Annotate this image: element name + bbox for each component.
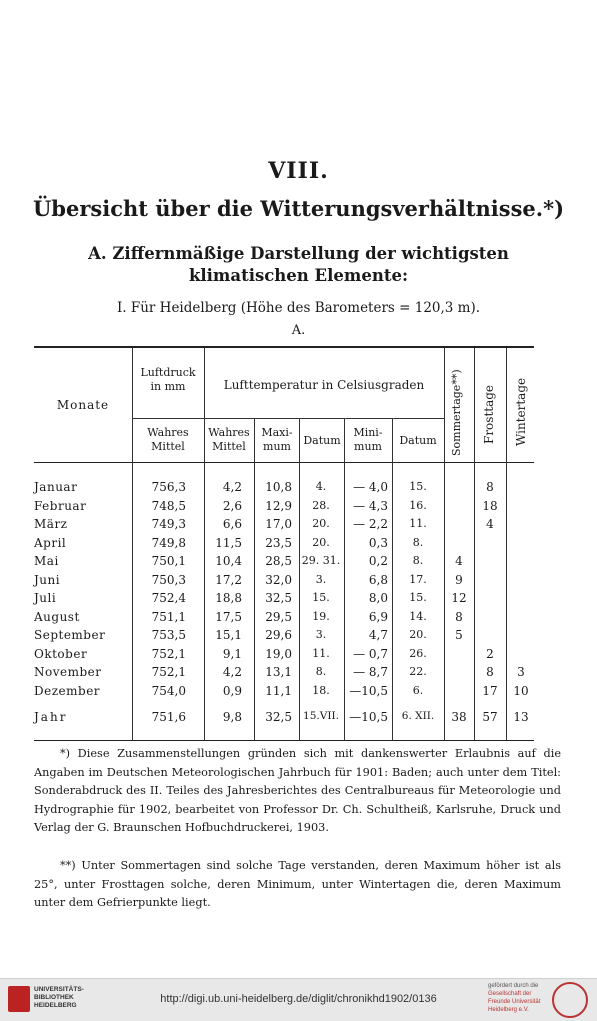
max-date-cell: 4. xyxy=(315,480,327,493)
total-month-cell: Jahr xyxy=(34,710,68,724)
frost-days-cell: 8 xyxy=(486,665,494,679)
mean-temp-cell: 4,2 xyxy=(222,665,242,679)
mean-temp-cell: 17,5 xyxy=(215,609,242,624)
min-temp-cell: — 0,7 xyxy=(353,646,388,661)
max-temp-cell: 29,6 xyxy=(265,628,292,642)
header-luftdruck: Luftdruck in mm xyxy=(140,366,196,393)
month-cell: Oktober xyxy=(34,646,88,661)
min-date-cell: 15. xyxy=(409,591,427,604)
col-divider xyxy=(444,348,445,740)
summer-days-cell: 9 xyxy=(455,572,463,587)
month-cell: August xyxy=(34,609,80,624)
min-temp-cell: —10,5 xyxy=(349,683,388,698)
summer-days-cell: 12 xyxy=(451,591,467,605)
header-sommertage: Sommertage**) xyxy=(450,369,463,456)
min-date-cell: 20. xyxy=(409,628,427,641)
header-bottom-rule xyxy=(34,462,534,463)
pressure-cell: 750,1 xyxy=(151,554,186,568)
summer-days-cell: 8 xyxy=(455,609,463,624)
max-temp-cell: 12,9 xyxy=(265,498,292,513)
mean-temp-cell: 9,1 xyxy=(222,646,242,661)
mean-temp-cell: 11,5 xyxy=(215,535,242,550)
max-temp-cell: 17,0 xyxy=(265,517,292,531)
frost-days-cell: 18 xyxy=(482,498,498,513)
max-date-cell: 20. xyxy=(312,517,330,530)
max-date-cell: 3. xyxy=(315,572,327,586)
summer-days-cell: 5 xyxy=(455,628,463,642)
table-top-rule xyxy=(34,346,534,348)
header-wahres-mittel-temp: Wahres Mittel xyxy=(208,426,250,453)
month-cell: Februar xyxy=(34,498,87,513)
funding-line1: gefördert durch die xyxy=(488,983,539,989)
min-date-cell: 17. xyxy=(409,572,427,586)
header-wahres-mittel-druck: Wahres Mittel xyxy=(147,426,189,453)
summer-days-cell: 4 xyxy=(455,554,463,568)
col-divider xyxy=(132,348,133,740)
society-seal-icon xyxy=(552,982,588,1018)
min-temp-cell: — 2,2 xyxy=(353,517,388,531)
pressure-cell: 752,1 xyxy=(151,646,186,661)
header-maximum: Maxi- mum xyxy=(261,426,293,453)
source-url-link[interactable]: http://digi.ub.uni-heidelberg.de/diglit/chronikhd1902/0136 xyxy=(160,993,437,1005)
section-heading-line2: klimatischen Elemente: xyxy=(188,266,409,285)
mean-temp-cell: 10,4 xyxy=(215,554,242,568)
table-bottom-rule xyxy=(34,740,534,741)
min-temp-cell: — 4,0 xyxy=(353,480,388,494)
col-divider xyxy=(392,418,393,740)
month-cell: Januar xyxy=(34,480,78,494)
frost-days-cell: 17 xyxy=(482,683,498,698)
min-temp-cell: — 8,7 xyxy=(353,665,388,679)
frost-days-cell: 2 xyxy=(486,646,494,661)
pressure-cell: 748,5 xyxy=(151,498,186,513)
total-min-temp-cell: —10,5 xyxy=(349,710,388,724)
page-title: Übersicht über die Witterungsverhältnisse.*) xyxy=(32,196,565,221)
month-cell: Mai xyxy=(34,554,59,568)
footnote-1: *) Diese Zusammenstellungen gründen sich mit dankenswerter Erlaubnis auf die Angaben im Deutschen Meteorologischen Jahrbuch für 1901: Baden; auch unter dem Titel: Sonderabdruck des II. Teiles des Jahresberichtes des Centralbureaus für Meteorologie und Hydrographie für 1902, bearbeitet von Professor Dr. Ch. Schultheiß, Karlsruhe, Druck und Verlag der G. Braunschen Hofbuchdruckerei, 1903. xyxy=(34,747,561,834)
total-winter-days-cell: 13 xyxy=(513,710,529,724)
max-date-cell: 29. 31. xyxy=(301,554,341,567)
max-date-cell: 11. xyxy=(312,646,330,660)
max-date-cell: 28. xyxy=(312,498,330,512)
funding-note xyxy=(488,982,548,1014)
header-datum-max: Datum xyxy=(303,434,341,447)
min-temp-cell: 6,8 xyxy=(368,572,388,587)
min-date-cell: 26. xyxy=(409,646,427,660)
pressure-cell: 750,3 xyxy=(151,572,186,587)
funding-line2: Gesellschaft der Freunde Universität Heidelberg e.V. xyxy=(488,991,541,1013)
max-date-cell: 19. xyxy=(312,609,330,623)
min-temp-cell: 4,7 xyxy=(368,628,388,642)
total-min-date-cell: 6. XII. xyxy=(401,710,435,722)
mean-temp-cell: 0,9 xyxy=(222,683,242,698)
min-temp-cell: — 4,3 xyxy=(353,498,388,513)
pressure-cell: 751,1 xyxy=(151,609,186,624)
col-divider xyxy=(506,348,507,740)
total-frost-days-cell: 57 xyxy=(482,710,498,724)
max-date-cell: 8. xyxy=(315,665,327,678)
max-temp-cell: 32,5 xyxy=(265,591,292,605)
max-temp-cell: 29,5 xyxy=(265,609,292,624)
max-temp-cell: 10,8 xyxy=(265,480,292,494)
min-date-cell: 6. xyxy=(412,683,424,697)
min-temp-cell: 0,3 xyxy=(368,535,388,550)
pressure-cell: 753,5 xyxy=(151,628,186,642)
mean-temp-cell: 18,8 xyxy=(215,591,242,605)
pressure-cell: 749,8 xyxy=(151,535,186,550)
total-pressure-cell: 751,6 xyxy=(151,710,186,724)
max-date-cell: 3. xyxy=(315,628,327,641)
temp-subheader-rule xyxy=(204,418,444,419)
mean-temp-cell: 6,6 xyxy=(222,517,242,531)
month-cell: April xyxy=(34,535,67,550)
section-heading-line1: A. Ziffernmäßige Darstellung der wichtigsten xyxy=(88,244,509,263)
total-summer-days-cell: 38 xyxy=(451,710,467,724)
header-lufttemperatur: Lufttemperatur in Celsiusgraden xyxy=(223,378,425,392)
university-name: UNIVERSITÄTS- BIBLIOTHEK HEIDELBERG xyxy=(34,986,84,1009)
col-divider xyxy=(474,348,475,740)
frost-days-cell: 4 xyxy=(486,517,494,531)
footnote-2: **) Unter Sommertagen sind solche Tage verstanden, deren Maximum höher ist als 25°, unter Frosttagen solche, deren Minimum, unter Wintertagen die, deren Maximum unter dem Gefrierpunkte liegt. xyxy=(34,859,561,909)
col-divider xyxy=(254,418,255,740)
mean-temp-cell: 2,6 xyxy=(222,498,242,513)
header-wintertage: Wintertage xyxy=(514,377,528,446)
chapter-number: VIII. xyxy=(268,158,329,184)
min-temp-cell: 6,9 xyxy=(368,609,388,624)
month-cell: September xyxy=(34,628,106,642)
winter-days-cell: 3 xyxy=(517,665,525,679)
min-temp-cell: 8,0 xyxy=(368,591,388,605)
max-temp-cell: 32,0 xyxy=(265,572,292,587)
month-cell: März xyxy=(34,517,68,531)
max-temp-cell: 11,1 xyxy=(265,683,292,698)
month-cell: Juni xyxy=(34,572,61,587)
min-date-cell: 8. xyxy=(412,554,424,567)
climate-table xyxy=(34,346,534,741)
month-cell: Juli xyxy=(34,591,57,605)
mean-temp-cell: 17,2 xyxy=(215,572,242,587)
pressure-cell: 749,3 xyxy=(151,517,186,531)
max-date-cell: 20. xyxy=(312,535,330,549)
header-monate: Monate xyxy=(56,398,110,412)
min-temp-cell: 0,2 xyxy=(368,554,388,568)
pressure-cell: 752,4 xyxy=(151,591,186,605)
month-cell: November xyxy=(34,665,102,679)
min-date-cell: 14. xyxy=(409,609,427,623)
min-date-cell: 8. xyxy=(412,535,424,549)
max-temp-cell: 19,0 xyxy=(265,646,292,661)
min-date-cell: 11. xyxy=(409,517,427,530)
header-datum-min: Datum xyxy=(399,434,437,447)
header-frosttage: Frosttage xyxy=(482,384,496,444)
total-mean-temp-cell: 9,8 xyxy=(222,710,242,724)
max-date-cell: 18. xyxy=(312,683,330,697)
header-minimum: Mini- mum xyxy=(353,426,383,453)
pressure-cell: 752,1 xyxy=(151,665,186,679)
subsection-heading: I. Für Heidelberg (Höhe des Barometers = 120,3 m). xyxy=(116,300,481,316)
month-cell: Dezember xyxy=(34,683,101,698)
max-date-cell: 15. xyxy=(312,591,330,604)
pressure-cell: 754,0 xyxy=(151,683,186,698)
max-temp-cell: 23,5 xyxy=(265,535,292,550)
max-temp-cell: 13,1 xyxy=(265,665,292,679)
min-date-cell: 15. xyxy=(409,480,427,493)
total-max-date-cell: 15.VII. xyxy=(303,710,339,722)
winter-days-cell: 10 xyxy=(513,683,529,698)
mean-temp-cell: 15,1 xyxy=(215,628,242,642)
total-max-temp-cell: 32,5 xyxy=(265,710,292,724)
mean-temp-cell: 4,2 xyxy=(222,480,242,494)
col-divider xyxy=(204,348,205,740)
max-temp-cell: 28,5 xyxy=(265,554,292,568)
col-divider xyxy=(344,418,345,740)
pressure-subheader-rule xyxy=(132,418,204,419)
table-label: A. xyxy=(291,323,306,338)
frost-days-cell: 8 xyxy=(486,480,494,494)
pressure-cell: 756,3 xyxy=(151,480,186,494)
min-date-cell: 22. xyxy=(409,665,427,678)
min-date-cell: 16. xyxy=(409,498,427,512)
